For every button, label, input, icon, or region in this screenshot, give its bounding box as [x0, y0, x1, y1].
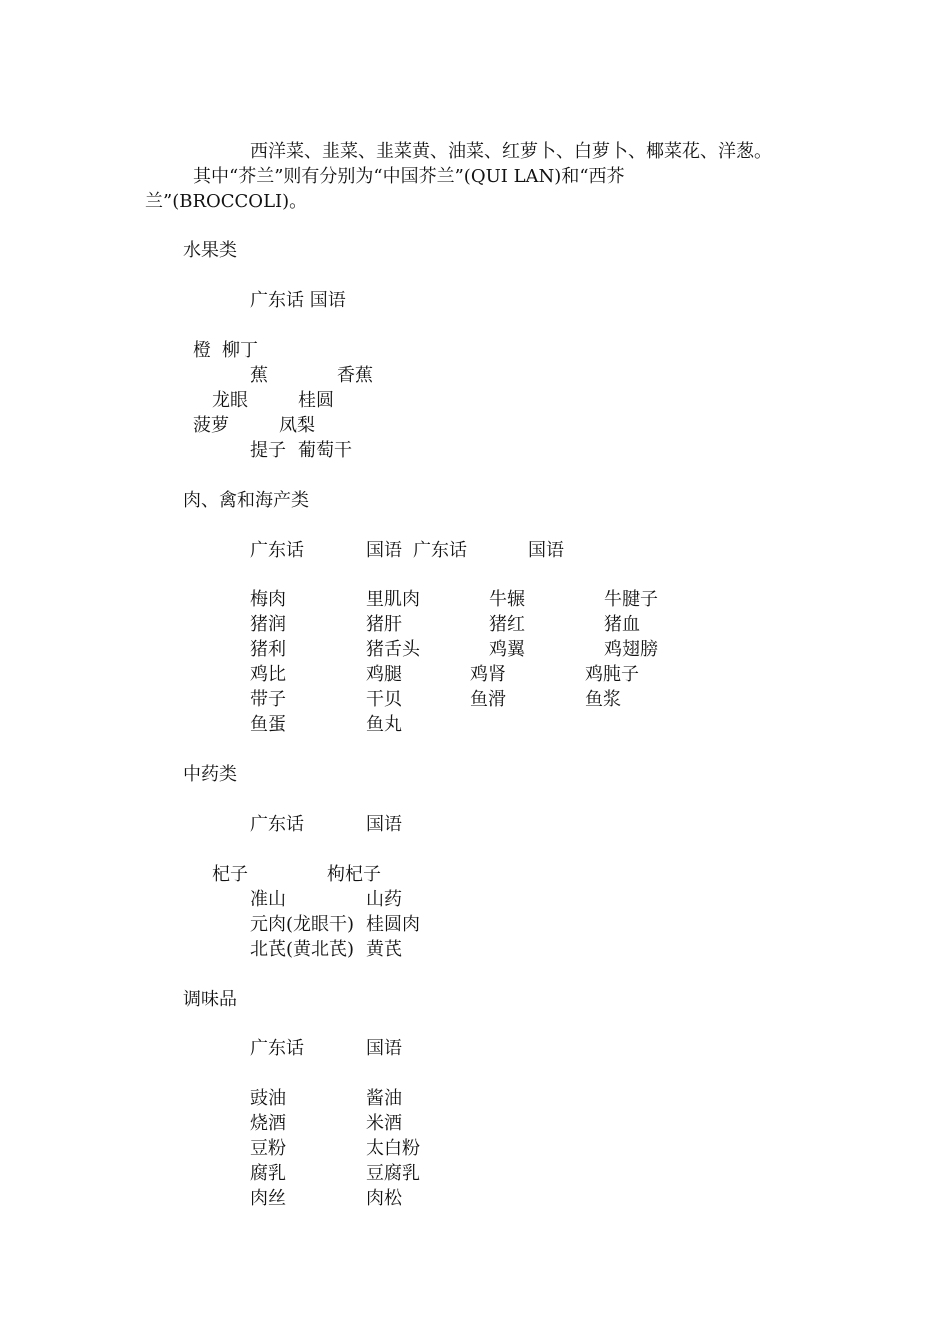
herbs-row-4-col-1: 北芪(黄北芪) — [250, 939, 355, 960]
seasoning-row-2-col-2: 米酒 — [366, 1113, 402, 1134]
meat-row-4-col-1: 鸡比 — [250, 664, 286, 685]
meat-row-5-col-3: 鱼滑 — [470, 689, 506, 710]
meat-row-4-col-3: 鸡肾 — [470, 664, 506, 685]
seasoning-row-4-col-2: 豆腐乳 — [366, 1163, 420, 1184]
meat-row-3-col-4: 鸡翅膀 — [604, 639, 658, 660]
meat-row-1-col-2: 里肌肉 — [366, 589, 420, 610]
meat-row-3-col-3: 鸡翼 — [489, 639, 525, 660]
fruit-heading: 水果类 — [183, 240, 237, 261]
fruit-col-headers: 广东话 国语 — [250, 290, 346, 311]
seasoning-row-4-col-1: 腐乳 — [250, 1163, 286, 1184]
seasoning-heading: 调味品 — [183, 989, 237, 1010]
meat-row-3-col-1: 猪利 — [250, 639, 286, 660]
meat-row-1-col-3: 牛辗 — [489, 589, 525, 610]
fruit-row-2-mandarin: 香蕉 — [337, 365, 373, 386]
meat-row-2-col-4: 猪血 — [604, 614, 640, 635]
herbs-col-header-2: 国语 — [366, 814, 402, 835]
fruit-row-3-cantonese: 龙眼 — [212, 390, 248, 411]
meat-col-header-3: 广东话 — [413, 540, 467, 561]
herbs-row-1-col-2: 枸杞子 — [327, 864, 381, 885]
fruit-row-4-cantonese: 菠萝 — [193, 415, 229, 436]
meat-row-4-col-2: 鸡腿 — [366, 664, 402, 685]
herbs-row-3-col-2: 桂圆肉 — [366, 914, 420, 935]
meat-heading: 肉、禽和海产类 — [183, 490, 309, 511]
intro-line-2: 其中“芥兰”则有分别为“中国芥兰”(QUI LAN)和“西芥 — [193, 166, 625, 187]
herbs-row-2-col-2: 山药 — [366, 889, 402, 910]
fruit-row-1-cantonese: 橙 — [193, 340, 211, 361]
fruit-row-5-mandarin: 葡萄干 — [298, 440, 352, 461]
meat-col-header-1: 广东话 — [250, 540, 304, 561]
meat-row-6-col-2: 鱼丸 — [366, 714, 402, 735]
intro-line-1: 西洋菜、韭菜、韭菜黄、油菜、红萝卜、白萝卜、椰菜花、洋葱。 — [250, 141, 772, 162]
meat-row-4-col-4: 鸡肫子 — [585, 664, 639, 685]
seasoning-row-2-col-1: 烧酒 — [250, 1113, 286, 1134]
seasoning-col-header-1: 广东话 — [250, 1038, 304, 1059]
intro-line-3: 兰”(BROCCOLI)。 — [145, 191, 308, 212]
fruit-row-3-mandarin: 桂圆 — [298, 390, 334, 411]
seasoning-row-1-col-1: 豉油 — [250, 1088, 286, 1109]
fruit-row-1-mandarin: 柳丁 — [222, 340, 258, 361]
seasoning-row-5-col-1: 肉丝 — [250, 1188, 286, 1209]
fruit-row-2-cantonese: 蕉 — [250, 365, 268, 386]
meat-col-header-4: 国语 — [528, 540, 564, 561]
meat-row-3-col-2: 猪舌头 — [366, 639, 420, 660]
seasoning-col-header-2: 国语 — [366, 1038, 402, 1059]
herbs-row-3-col-1: 元肉(龙眼干) — [250, 914, 355, 935]
meat-col-header-2: 国语 — [366, 540, 402, 561]
herbs-row-4-col-2: 黄芪 — [366, 939, 402, 960]
meat-row-5-col-2: 干贝 — [366, 689, 402, 710]
fruit-row-4-mandarin: 凤梨 — [279, 415, 315, 436]
meat-row-2-col-3: 猪红 — [489, 614, 525, 635]
meat-row-5-col-4: 鱼浆 — [585, 689, 621, 710]
seasoning-row-3-col-2: 太白粉 — [366, 1138, 420, 1159]
herbs-row-1-col-1: 杞子 — [212, 864, 248, 885]
meat-row-2-col-1: 猪润 — [250, 614, 286, 635]
meat-row-5-col-1: 带子 — [250, 689, 286, 710]
meat-row-1-col-4: 牛腱子 — [604, 589, 658, 610]
seasoning-row-5-col-2: 肉松 — [366, 1188, 402, 1209]
meat-row-2-col-2: 猪肝 — [366, 614, 402, 635]
meat-row-1-col-1: 梅肉 — [250, 589, 286, 610]
herbs-col-header-1: 广东话 — [250, 814, 304, 835]
herbs-heading: 中药类 — [183, 764, 237, 785]
seasoning-row-1-col-2: 酱油 — [366, 1088, 402, 1109]
meat-row-6-col-1: 鱼蛋 — [250, 714, 286, 735]
fruit-row-5-cantonese: 提子 — [250, 440, 286, 461]
herbs-row-2-col-1: 准山 — [250, 889, 286, 910]
seasoning-row-3-col-1: 豆粉 — [250, 1138, 286, 1159]
